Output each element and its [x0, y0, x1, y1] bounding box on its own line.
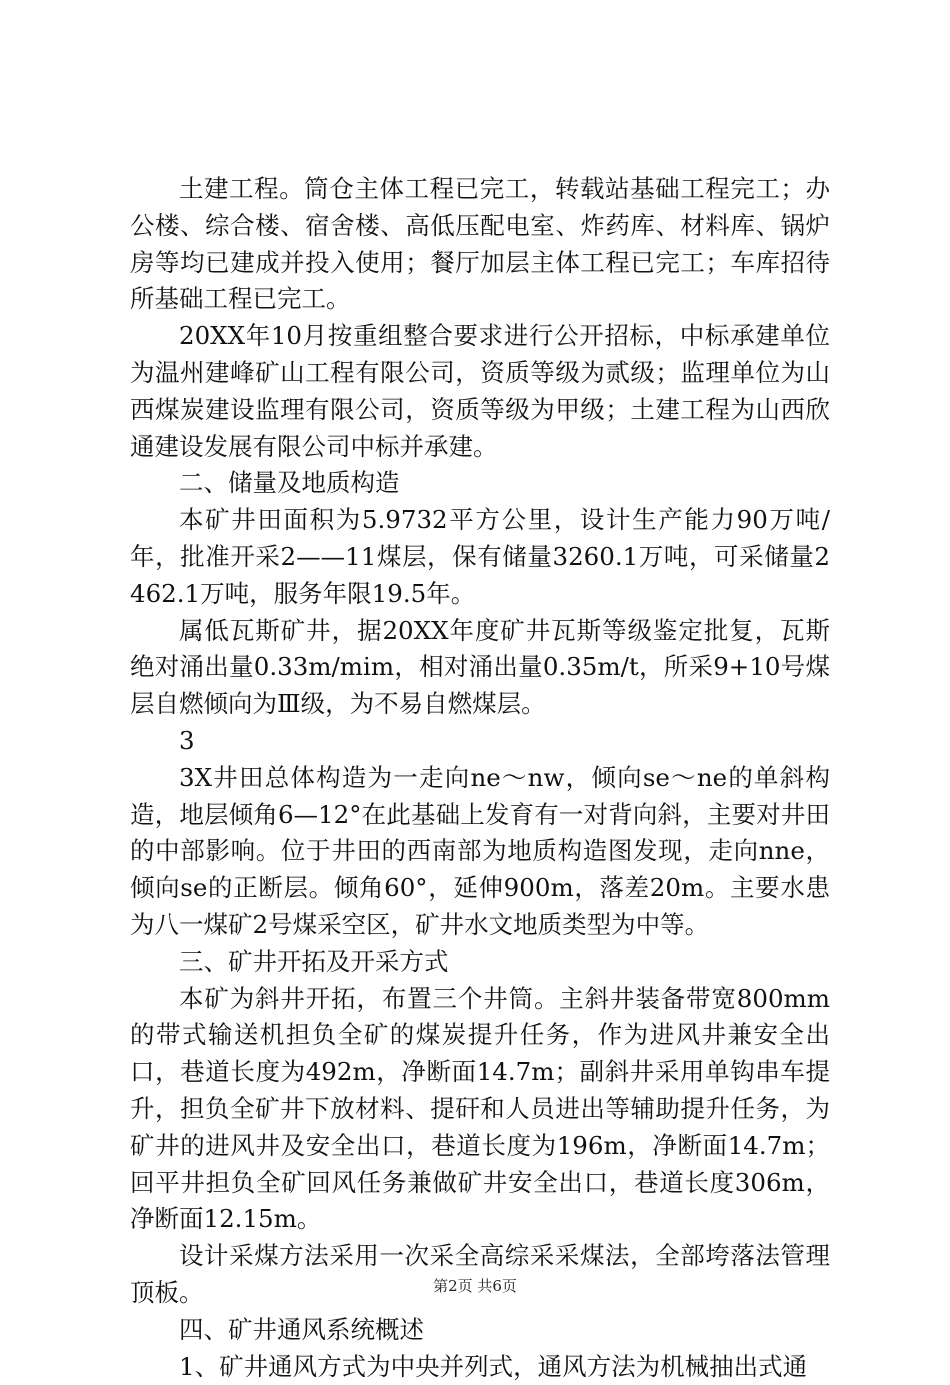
paragraph-ventilation: 1、矿井通风方式为中央并列式，通风方法为机械抽出式通 [130, 1349, 830, 1385]
stray-number: 3 [130, 723, 830, 760]
paragraph-bidding: 20XX年10月按重组整合要求进行公开招标，中标承建单位为温州建峰矿山工程有限公司，资质等级为贰级；监理单位为山西煤炭建设监理有限公司，资质等级为甲级；土建工程为山西欣通建设发展有限公司中标并承建。 [130, 318, 830, 465]
section-heading-development-mining: 三、矿井开拓及开采方式 [130, 944, 830, 981]
paragraph-structure: 3X井田总体构造为一走向ne～nw，倾向se～ne的单斜构造，地层倾角6—12°在此基础上发育有一对背向斜，主要对井田的中部影响。位于井田的西南部为地质构造图发现，走向nne，倾向se的正断层。倾角60°，延伸900m，落差20m。主要水患为八一煤矿2号煤采空区，矿井水文地质类型为中等。 [130, 760, 830, 944]
section-heading-reserves-geology: 二、储量及地质构造 [130, 465, 830, 502]
paragraph-shafts: 本矿为斜井开拓，布置三个井筒。主斜井装备带宽800mm的带式输送机担负全矿的煤炭提升任务，作为进风井兼安全出口，巷道长度为492m，净断面14.7m；副斜井采用单钩串车提升，担负全矿井下放材料、提矸和人员进出等辅助提升任务，为矿井的进风井及安全出口，巷道长度为196m，净断面14.7m；回平井担负全矿回风任务兼做矿井安全出口，巷道长度306m，净断面12.15m。 [130, 981, 830, 1239]
paragraph-civil-works: 土建工程。筒仓主体工程已完工，转载站基础工程完工；办公楼、综合楼、宿舍楼、高低压配电室、炸药库、材料库、锅炉房等均已建成并投入使用；餐厅加层主体工程已完工；车库招待所基础工程已完工。 [130, 171, 830, 318]
document-body [130, 171, 830, 1385]
section-heading-ventilation: 四、矿井通风系统概述 [130, 1312, 830, 1349]
paragraph-gas: 属低瓦斯矿井，据20XX年度矿井瓦斯等级鉴定批复，瓦斯绝对涌出量0.33m/mim，相对涌出量0.35m/t，所采9+10号煤层自燃倾向为Ⅲ级，为不易自燃煤层。 [130, 613, 830, 723]
paragraph-reserves: 本矿井田面积为5.9732平方公里，设计生产能力90万吨/年，批准开采2——11煤层，保有储量3260.1万吨，可采储量2462.1万吨，服务年限19.5年。 [130, 502, 830, 612]
page-footer: 第2页 共6页 [0, 1276, 950, 1296]
paragraph-mining-method: 设计采煤方法采用一次采全高综采采煤法，全部垮落法管理顶板。 [130, 1238, 830, 1312]
